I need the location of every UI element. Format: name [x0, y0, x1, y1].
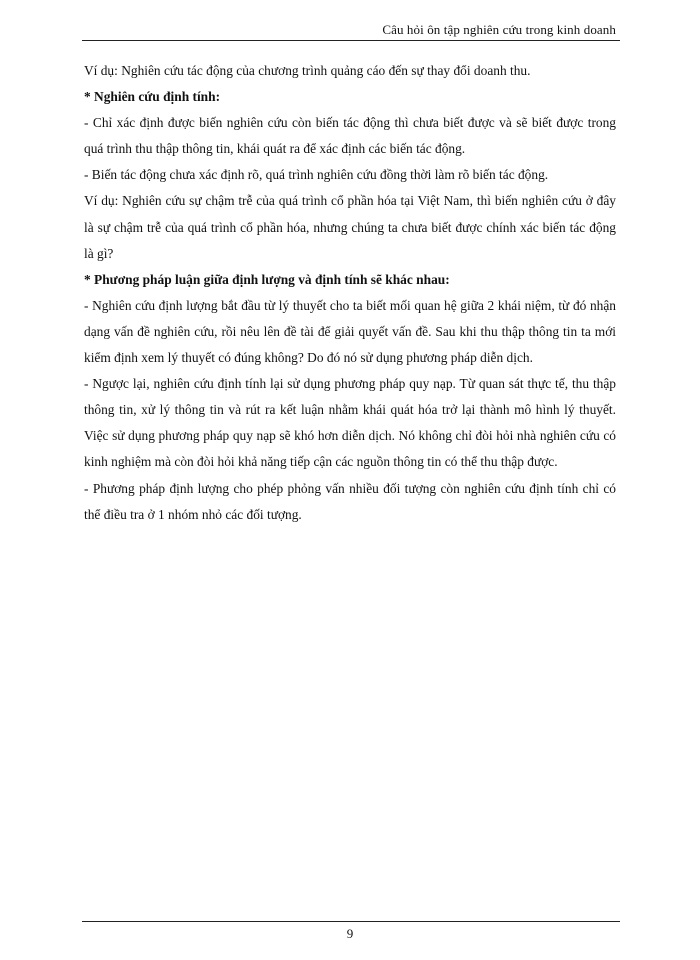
footer-divider	[82, 921, 620, 922]
header-title: Câu hỏi ôn tập nghiên cứu trong kinh doanh	[382, 22, 616, 37]
section-heading-qualitative: * Nghiên cứu định tính:	[84, 89, 221, 105]
methodology-paragraph-1: - Nghiên cứu định lượng bắt đầu từ lý thuyết cho ta biết mối quan hệ giữa 2 khái niệm, từ đó nhận dạng vấn đề nghiên cứu, rồi nêu lên đề tài để giải quyết vấn đề. Sau khi thu thập thông tin ta mới kiểm định xem lý thuyết có đúng không? Do đó nó sử dụng phương pháp diễn dịch.	[84, 297, 616, 366]
example-paragraph-1: Ví dụ: Nghiên cứu tác động của chương trình quảng cáo đến sự thay đổi doanh thu.	[84, 63, 531, 78]
example-paragraph-2: Ví dụ: Nghiên cứu sự chậm trễ của quá trình cổ phần hóa tại Việt Nam, thì biến nghiên cứu ở đây là sự chậm trễ của quá trình cổ phần hóa, nhưng chúng ta chưa biết được chính xác biến tác động là gì?	[84, 193, 616, 261]
page-number: 9	[346, 926, 354, 941]
qualitative-paragraph-1: - Chỉ xác định được biến nghiên cứu còn biến tác động thì chưa biết được và sẽ biết được trong quá trình thu thập thông tin, khái quát ra để xác định các biến tác động.	[84, 115, 616, 157]
document-body	[84, 58, 616, 528]
methodology-paragraph-3: - Phương pháp định lượng cho phép phỏng vấn nhiều đối tượng còn nghiên cứu định tính chỉ có thể điều tra ở 1 nhóm nhỏ các đối tượng.	[84, 480, 616, 522]
methodology-paragraph-2: - Ngược lại, nghiên cứu định tính lại sử dụng phương pháp quy nạp. Từ quan sát thực tế, thu thập thông tin, xử lý thông tin và rút ra kết luận nhằm khái quát hóa trở lại thành mô hình lý thuyết. Việc sử dụng phương pháp quy nạp sẽ khó hơn diễn dịch. Nó không chỉ đòi hỏi nhà nghiên cứu có kinh nghiệm mà còn đòi hỏi khả năng tiếp cận các nguồn thông tin có thể thu thập được.	[84, 376, 616, 470]
qualitative-paragraph-2: - Biến tác động chưa xác định rõ, quá trình nghiên cứu đồng thời làm rõ biến tác động.	[84, 167, 549, 183]
page-header	[82, 14, 620, 41]
section-heading-methodology: * Phương pháp luận giữa định lượng và định tính sẽ khác nhau:	[84, 271, 450, 287]
